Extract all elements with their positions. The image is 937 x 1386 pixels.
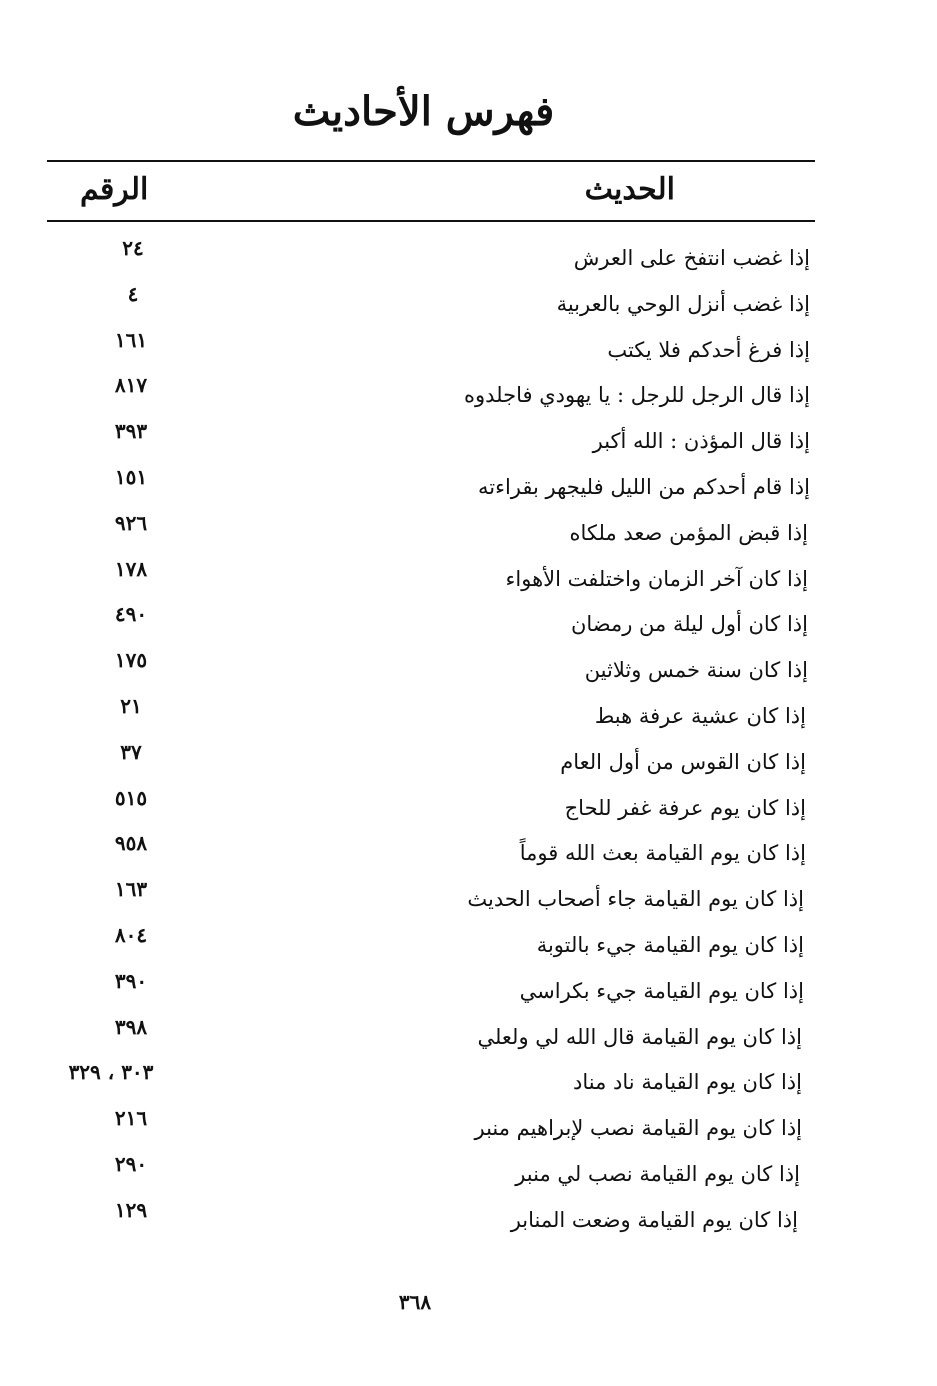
list-item <box>40 602 820 648</box>
hadith-number: ١٥١ <box>114 464 148 489</box>
hadith-number: ١٦٣ <box>114 877 148 902</box>
header-top-rule <box>47 160 815 162</box>
list-item <box>40 1152 820 1198</box>
page-number: ٣٦٨ <box>398 1290 432 1314</box>
hadith-number: ١٦١ <box>114 327 148 352</box>
hadith-text: إذا كان يوم القيامة نصب لي منبر <box>515 1161 800 1186</box>
list-item <box>40 465 820 511</box>
list-item <box>40 1060 820 1106</box>
hadith-number: ١٧٥ <box>114 648 148 673</box>
hadith-text: إذا فرغ أحدكم فلا يكتب <box>607 337 810 362</box>
list-item <box>40 557 820 603</box>
hadith-number: ٨١٧ <box>114 373 148 398</box>
hadith-text: إذا كان عشية عرفة هبط <box>594 703 806 728</box>
list-item <box>40 1015 820 1061</box>
list-item <box>40 740 820 786</box>
hadith-number: ٢٩٠ <box>114 1151 148 1176</box>
list-item <box>40 236 820 282</box>
hadith-number: ٢١٦ <box>114 1106 148 1131</box>
list-item <box>40 923 820 969</box>
list-item <box>40 328 820 374</box>
list-item <box>40 511 820 557</box>
list-item <box>40 831 820 877</box>
hadith-text: إذا كان يوم القيامة ناد مناد <box>573 1070 802 1095</box>
hadith-number: ٣٩٣ <box>114 419 148 444</box>
hadith-number: ٥١٥ <box>114 785 148 810</box>
hadith-text: إذا كان أول ليلة من رمضان <box>570 612 808 637</box>
hadith-number: ٣٩٠ <box>114 968 148 993</box>
hadith-number: ٩٥٨ <box>114 831 148 856</box>
list-item <box>40 373 820 419</box>
hadith-text: إذا غضب أنزل الوحي بالعربية <box>556 291 810 316</box>
hadith-index-list <box>40 236 820 1244</box>
hadith-text: إذا كان القوس من أول العام <box>560 749 806 774</box>
hadith-text: إذا قام أحدكم من الليل فليجهر بقراءته <box>477 474 810 499</box>
hadith-number: ٢٤ <box>122 236 144 260</box>
list-item <box>40 419 820 465</box>
hadith-text: إذا كان يوم القيامة وضعت المنابر <box>510 1207 798 1232</box>
hadith-number: ٩٢٦ <box>114 510 148 535</box>
hadith-number: ٣٩٨ <box>114 1014 148 1039</box>
page-title: فهرس الأحاديث <box>292 88 555 135</box>
hadith-number: ٤٩٠ <box>114 602 148 627</box>
hadith-text: إذا كان يوم القيامة قال الله لي ولعلي <box>477 1024 802 1049</box>
hadith-text: إذا غضب انتفخ على العرش <box>573 246 810 270</box>
column-header-hadith: الحديث <box>584 172 675 207</box>
hadith-number: ١٢٩ <box>114 1197 148 1222</box>
hadith-number: ٢١ <box>120 693 142 718</box>
hadith-text: إذا كان آخر الزمان واختلفت الأهواء <box>505 566 808 591</box>
hadith-text: إذا كان يوم القيامة نصب لإبراهيم منبر <box>474 1116 802 1141</box>
hadith-text: إذا قال المؤذن : الله أكبر <box>592 429 810 454</box>
hadith-number: ٤ <box>127 281 139 306</box>
list-item <box>40 1198 820 1244</box>
list-item <box>40 1106 820 1152</box>
hadith-number: ٨٠٤ <box>114 922 148 947</box>
header-bottom-rule <box>47 220 815 222</box>
list-item <box>40 786 820 832</box>
list-item <box>40 694 820 740</box>
list-item <box>40 648 820 694</box>
hadith-text: إذا كان يوم القيامة بعث الله قوماً <box>519 841 806 866</box>
hadith-text: إذا كان يوم عرفة غفر للحاج <box>564 795 806 820</box>
list-item <box>40 282 820 328</box>
hadith-text: إذا كان يوم القيامة جاء أصحاب الحديث <box>467 887 804 912</box>
hadith-number: ٣٠٣ ، ٣٢٩ <box>68 1060 154 1085</box>
hadith-number: ٣٧ <box>120 739 142 764</box>
hadith-text: إذا كان يوم القيامة جيء بالتوبة <box>536 932 804 957</box>
column-header-number: الرقم <box>80 172 149 207</box>
list-item <box>40 877 820 923</box>
hadith-text: إذا كان يوم القيامة جيء بكراسي <box>519 978 804 1003</box>
hadith-text: إذا قبض المؤمن صعد ملكاه <box>569 520 808 545</box>
hadith-text: إذا قال الرجل للرجل : يا يهودي فاجلدوه <box>464 383 810 408</box>
hadith-text: إذا كان سنة خمس وثلاثين <box>584 658 808 683</box>
list-item <box>40 969 820 1015</box>
hadith-number: ١٧٨ <box>114 556 148 581</box>
